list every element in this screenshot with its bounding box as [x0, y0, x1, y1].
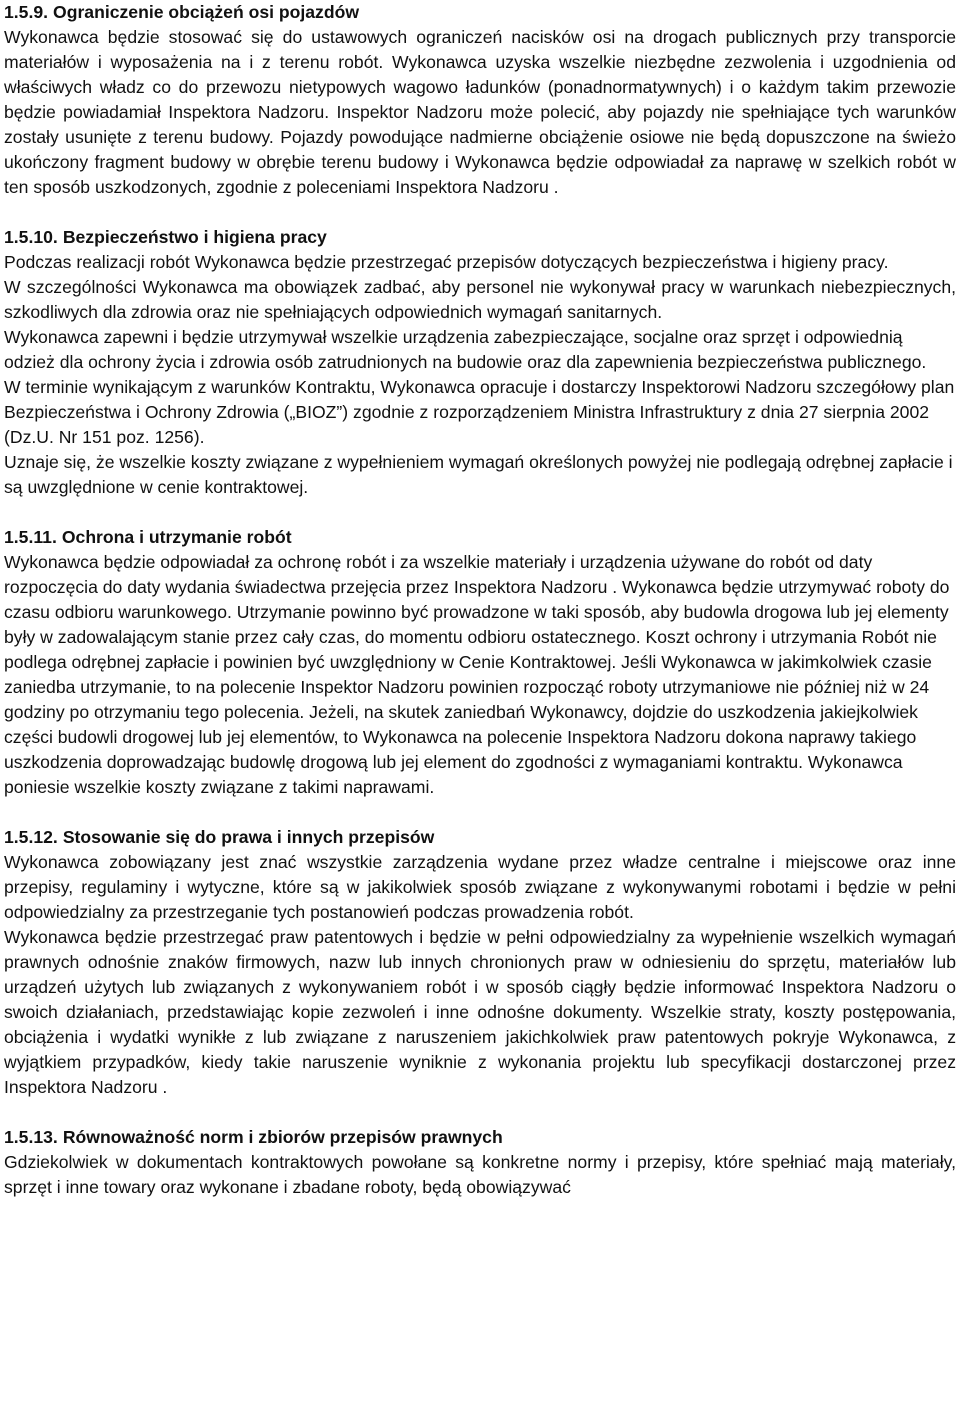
- section-number: 1.5.12.: [4, 827, 58, 847]
- section-1-5-9: [4, 0, 956, 200]
- paragraph: Wykonawca będzie stosować się do ustawowych ograniczeń nacisków osi na drogach publicznych przy transporcie materiałów i wyposażenia na i z terenu robót. Wykonawca uzyska wszelkie niezbędne zezwolenia i uzgodnienia od właściwych władz co do przewozu nietypowych wagowo ładunków (ponadnormatywnych) i o każdym takim przewozie będzie powiadamiał Inspektora Nadzoru. Inspektor Nadzoru może polecić, aby pojazdy nie spełniające tych warunków zostały usunięte z terenu budowy. Pojazdy powodujące nadmierne obciążenie osiowe nie będą dopuszczone na świeżo ukończony fragment budowy w obrębie terenu budowy i Wykonawca będzie odpowiadał za naprawę w szelkich robót w ten sposób uszkodzonych, zgodnie z poleceniami Inspektora Nadzoru .: [4, 27, 956, 197]
- section-1-5-11: [4, 525, 956, 800]
- section-number: 1.5.11.: [4, 527, 57, 547]
- section-number: 1.5.10.: [4, 227, 58, 247]
- section-title: Ochrona i utrzymanie robót: [61, 527, 292, 547]
- paragraph: Podczas realizacji robót Wykonawca będzie przestrzegać przepisów dotyczących bezpieczeństwa i higieny pracy.: [4, 252, 889, 272]
- section-title: Ograniczenie obciążeń osi pojazdów: [53, 2, 360, 22]
- paragraph: Gdziekolwiek w dokumentach kontraktowych powołane są konkretne normy i przepisy, które spełniać mają materiały, sprzęt i inne towary oraz wykonane i zbadane roboty, będą obowiązywać: [4, 1152, 956, 1197]
- section-heading: [4, 0, 956, 25]
- section-heading: [4, 225, 956, 250]
- section-1-5-13: [4, 1125, 956, 1200]
- paragraph: Wykonawca zapewni i będzie utrzymywał wszelkie urządzenia zabezpieczające, socjalne oraz sprzęt i odpowiednią odzież dla ochrony życia i zdrowia osób zatrudnionych na budowie oraz dla zapewnienia bezpieczeństwa publicznego.: [4, 327, 927, 372]
- section-heading: [4, 825, 956, 850]
- section-heading: [4, 525, 956, 550]
- paragraph: Wykonawca będzie odpowiadał za ochronę robót i za wszelkie materiały i urządzenia używane do robót od daty rozpoczęcia do daty wydania świadectwa przejęcia przez Inspektora Nadzoru . Wykonawca będzie utrzymywać roboty do czasu odbioru warunkowego. Utrzymanie powinno być prowadzone w taki sposób, aby budowla drogowa lub jej elementy były w zadowalającym stanie przez cały czas, do momentu odbioru ostatecznego. Koszt ochrony i utrzymania Robót nie podlega odrębnej zapłacie i powinien być uwzględniony w Cenie Kontraktowej. Jeśli Wykonawca w jakimkolwiek czasie zaniedba utrzymanie, to na polecenie Inspektor Nadzoru powinien rozpocząć roboty utrzymaniowe nie później niż w 24 godziny po otrzymaniu tego polecenia. Jeżeli, na skutek zaniedbań Wykonawcy, dojdzie do uszkodzenia jakiejkolwiek części budowli drogowej lub jej elementów, to Wykonawca na polecenie Inspektora Nadzoru dokona naprawy takiego uszkodzenia doprowadzając budowlę drogową lub jej element do zgodności z wymaganiami kontraktu. Wykonawca poniesie wszelkie koszty związane z takimi naprawami.: [4, 552, 950, 797]
- section-number: 1.5.13.: [4, 1127, 58, 1147]
- paragraph: W terminie wynikającym z warunków Kontraktu, Wykonawca opracuje i dostarczy Inspektorowi Nadzoru szczegółowy plan Bezpieczeństwa i Ochrony Zdrowia („BIOZ”) zgodnie z rozporządzeniem Ministra Infrastruktury z dnia 27 sierpnia 2002 (Dz.U. Nr 151 poz. 1256).: [4, 377, 955, 447]
- section-title: Stosowanie się do prawa i innych przepisów: [62, 827, 435, 847]
- section-heading: [4, 1125, 956, 1150]
- section-title: Bezpieczeństwo i higiena pracy: [62, 227, 327, 247]
- paragraph: Uznaje się, że wszelkie koszty związane z wypełnieniem wymagań określonych powyżej nie podlegają odrębnej zapłacie i są uwzględnione w cenie kontraktowej.: [4, 452, 953, 497]
- paragraph: Wykonawca zobowiązany jest znać wszystkie zarządzenia wydane przez władze centralne i miejscowe oraz inne przepisy, regulaminy i wytyczne, które są w jakikolwiek sposób związane z wykonywanymi robotami i będzie w pełni odpowiedzialny za przestrzeganie tych postanowień podczas prowadzenia robót.: [4, 852, 956, 922]
- paragraph: Wykonawca będzie przestrzegać praw patentowych i będzie w pełni odpowiedzialny za wypełnienie wszelkich wymagań prawnych odnośnie znaków firmowych, nazw lub innych chronionych praw w odniesieniu do sprzętu, materiałów lub urządzeń użytych lub związanych z wykonywaniem robót i w sposób ciągły będzie informować Inspektora Nadzoru o swoich działaniach, przedstawiając kopie zezwoleń i inne odnośne dokumenty. Wszelkie straty, koszty postępowania, obciążenia i wydatki wynikłe z lub związane z naruszeniem jakichkolwiek praw patentowych pokryje Wykonawca, z wyjątkiem przypadków, kiedy takie naruszenie wyniknie z wykonania projektu lub specyfikacji dostarczonej przez Inspektora Nadzoru .: [4, 927, 956, 1097]
- document-page: [4, 0, 956, 1200]
- section-number: 1.5.9.: [4, 2, 49, 22]
- section-title: Równoważność norm i zbiorów przepisów prawnych: [62, 1127, 503, 1147]
- section-1-5-12: [4, 825, 956, 1100]
- paragraph: W szczególności Wykonawca ma obowiązek zadbać, aby personel nie wykonywał pracy w warunkach niebezpiecznych, szkodliwych dla zdrowia oraz nie spełniających odpowiednich wymagań sanitarnych.: [4, 277, 956, 322]
- section-1-5-10: [4, 225, 956, 500]
